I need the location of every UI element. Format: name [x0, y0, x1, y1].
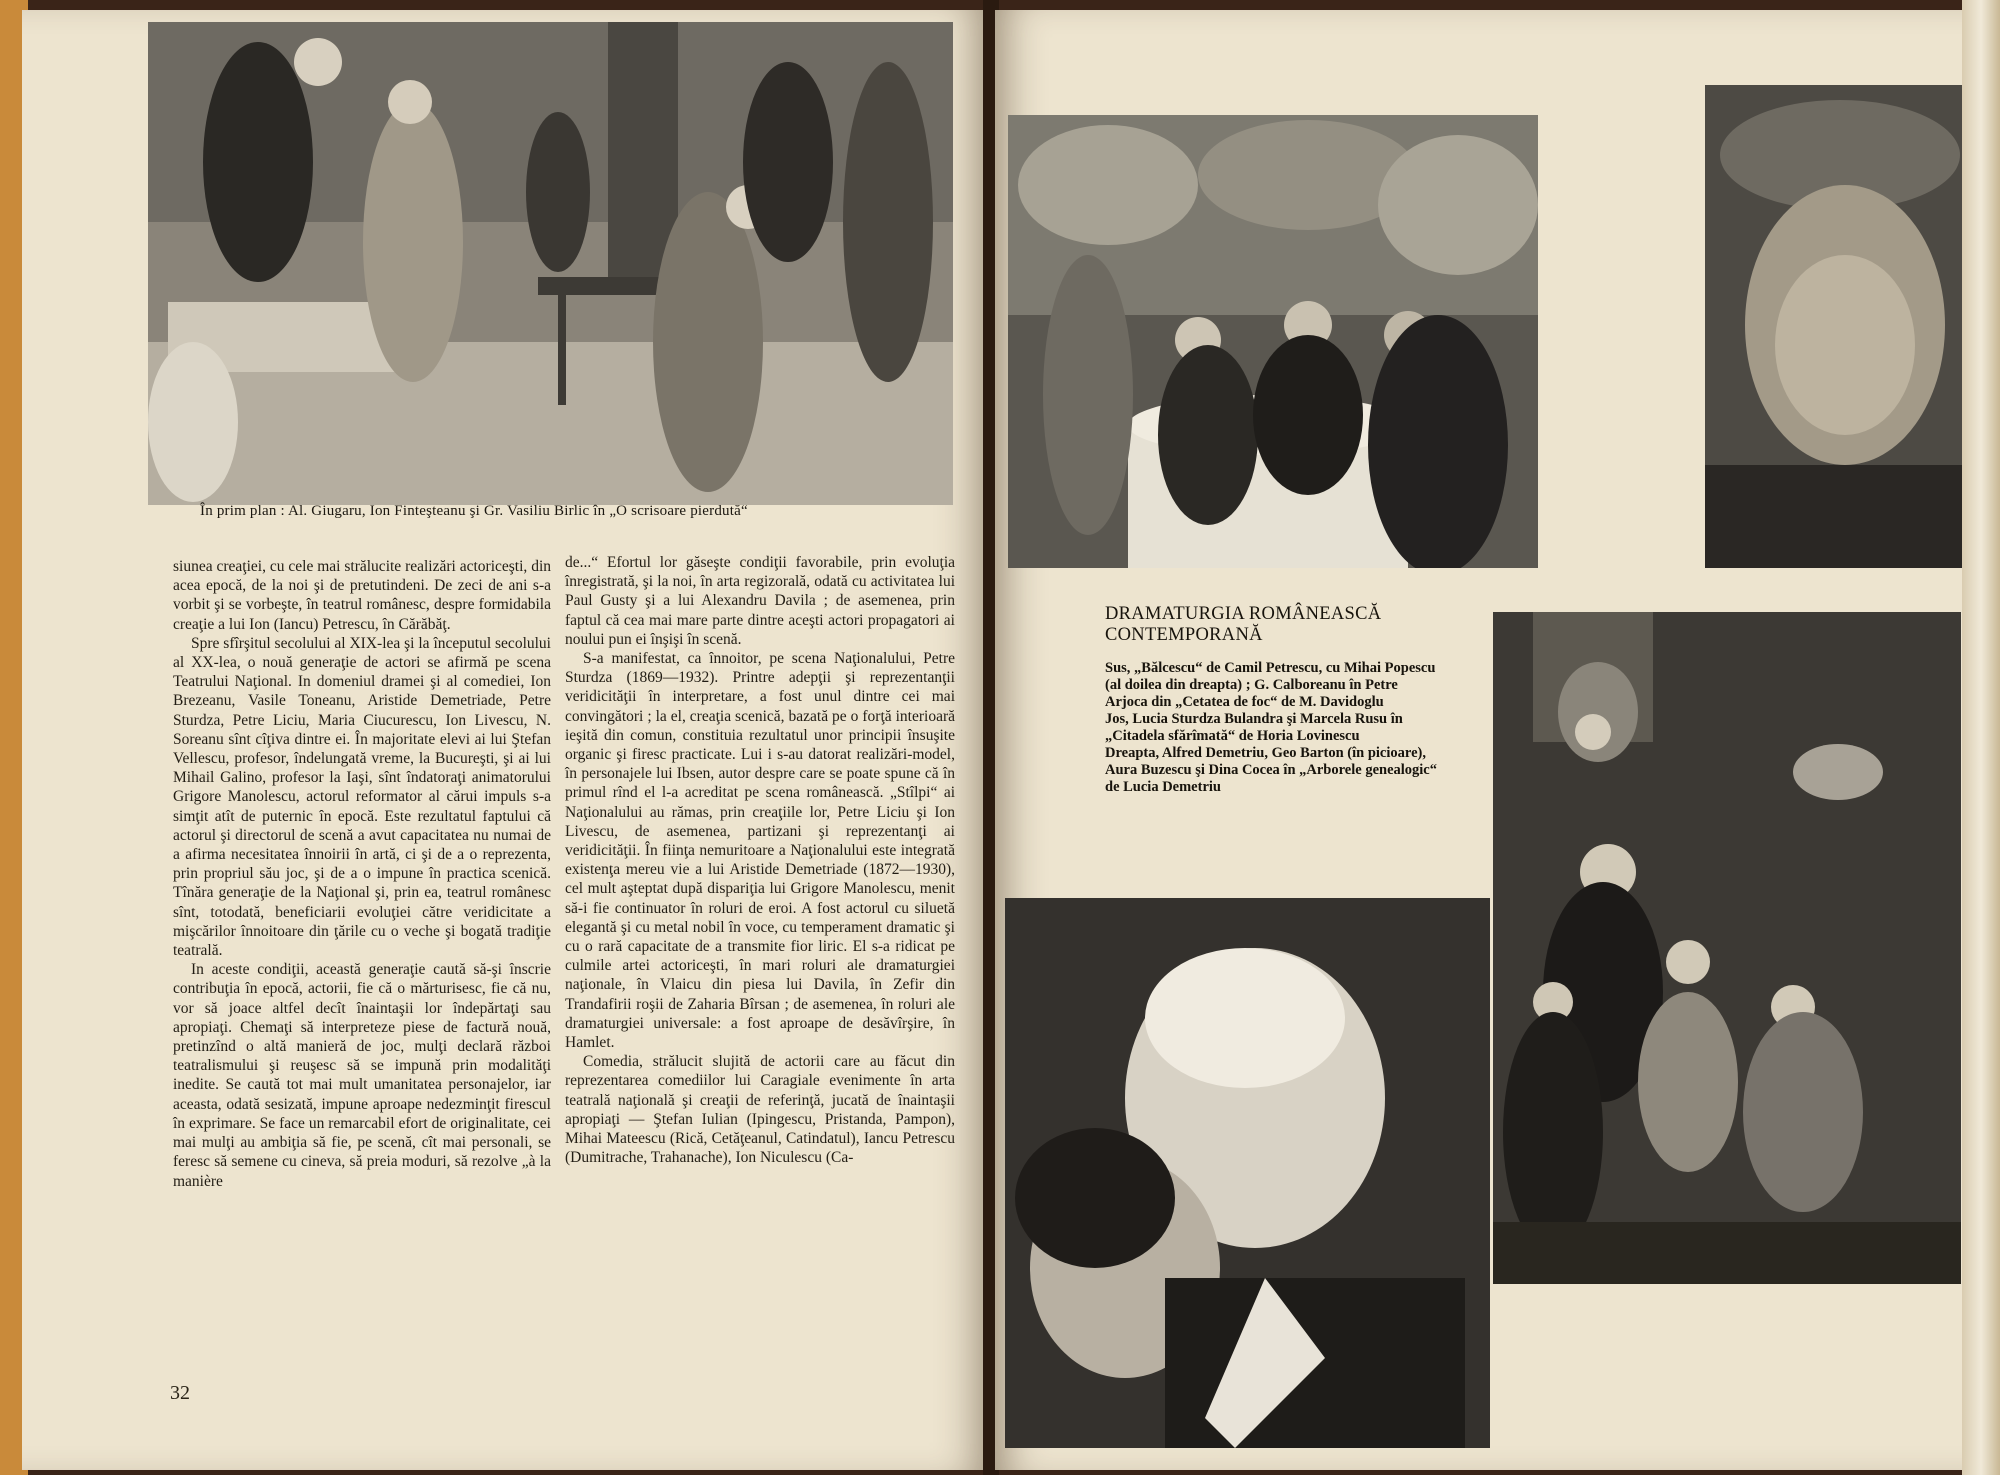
article-column-1: [173, 557, 551, 1191]
paragraph: In aceste condiţii, această generaţie caută să-şi înscrie contribuţia în epocă, actorii, fie că o mărturisesc, fie că nu, vor să joace altfel decît înaintaşii lor îndepărtaţi sau apropiaţi. Chemaţi să interpreteze piese de factură nouă, pretinzînd o altă manieră de joc, mulţi declară război teatralismului şi reuşesc să se impună prin modalităţi inedite. Se caută tot mai mult umanitatea personajelor, iar aceasta, odată sesizată, impune aproape nedezminţit firescul în exprimare. Se face un remarcabil efort de originalitate, cei mai mulţi au ambiţia să fie, pe scenă, cît mai personali, se feresc să semene cu cineva, să preia moduri, să rezolve „à la manière: [173, 961, 551, 1190]
page-number: 32: [170, 1382, 190, 1404]
stage-photo-arborele-genealogic: [1493, 612, 1961, 1284]
stage-photo-citadela-sfarimata: [1005, 898, 1490, 1448]
section-heading: [1105, 604, 1445, 646]
stage-photo-scrisoare-pierduta: [148, 22, 953, 505]
paragraph: siunea creaţiei, cu cele mai strălucite realizări actoriceşti, din acea epocă, de la noi şi de pretutindeni. De zeci de ani s-a vorbit şi se vorbeşte, în teatrul românesc, despre formidabila creaţie a lui Ion (Iancu) Petrescu, în Cărăbăţ.: [173, 558, 551, 633]
stage-photo-balcescu: [1008, 115, 1538, 568]
caption-line: Dreapta, Alfred Demetriu, Geo Barton (în picioare), Aura Buzescu şi Dina Cocea în „Arborele genealogic“ de Lucia Demetriu: [1105, 745, 1437, 795]
paragraph: Comedia, strălucit slujită de actorii care au făcut din reprezentarea comediilor lui Caragiale evenimente în arta teatrală naţională şi creaţii de referinţă, jucată de înaintaşii apropiaţi — Ştefan Iulian (Ipingescu, Pristanda, Pampon), Mihai Mateescu (Rică, Cetăţeanul, Catindatul), Iancu Petrescu (Dumitrache, Trahanache), Ion Niculescu (Ca-: [565, 1053, 955, 1167]
caption-line: Jos, Lucia Sturdza Bulandra şi Marcela Rusu în „Citadela sfărîmată“ de Horia Lovinescu: [1105, 711, 1403, 744]
portrait-photo-calboreanu: [1705, 85, 1963, 568]
heading-line: DRAMATURGIA ROMÂNEASCĂ: [1105, 604, 1382, 624]
paragraph: S-a manifestat, ca înnoitor, pe scena Naţionalului, Petre Sturdza (1869—1932). Printre adepţii şi reprezentanţii veridicităţii în interpretare, a fost unul dintre cei mai convingători ; la el, creaţia scenică, bazată pe o forţă interioară ieşită din comun, constituia rezultatul unor principii însuşite organic şi firesc practicate. Lui i s-au datorat realizări-model, în personajele lui Ibsen, autor despre care se poate spune că în primul rînd el l-a acreditat pe scena românească. „Stîlpi“ ai Naţionalului au rămas, prin creaţiile lor, Petre Liciu şi Ion Livescu, de asemenea, partizani şi reprezentanţi ai veridicităţii. În fiinţa nemuritoare a Naţionalului este integrată existenţa mereu vie a lui Aristide Demetriade (1872—1930), cel mult aşteptat după dispariţia lui Grigore Manolescu, menit să-i fie continuator în roluri de eroi. A fost actorul cu siluetă elegantă şi cu metal nobil în voce, cu temperament dramatic şi cu o rară capacitate de a transmite fior liric. El s-a ridicat pe culmile artei actoriceşti, în mari roluri ale dramaturgiei naţionale, în Vlaicu din piesa lui Davila, în Zefir din Trandafirii roşii de Zaharia Bîrsan ; de asemenea, în roluri ale dramaturgiei universale: a fost aproape de desăvîrşire, în Hamlet.: [565, 650, 955, 1052]
paragraph: de...“ Efortul lor găseşte condiţii favorabile, prin evoluţia înregistrată, şi la noi, în arta regizorală, odată cu activitatea lui Paul Gusty şi a lui Alexandru Davila ; de asemenea, prin faptul că cea mai mare parte dintre aceşti actori propagatori ai noului pun ei înşişi în scenă.: [565, 554, 955, 648]
photo-caption: În prim plan : Al. Giugaru, Ion Finteşteanu şi Gr. Vasiliu Birlic în „O scrisoare pierdută“: [200, 503, 748, 519]
heading-line: CONTEMPORANĂ: [1105, 625, 1263, 645]
paragraph: Spre sfîrşitul secolului al XIX-lea şi la începutul secolului al XX-lea, o nouă generaţie de actori se afirmă pe scena Teatrului Naţional. In domeniul dramei şi al comediei, Ion Brezeanu, Vasile Toneanu, Aristide Demetriade, Petre Sturdza, Petre Liciu, Maria Ciucurescu, Ion Livescu, N. Soreanu sînt cîţiva dintre ei. În majoritate elevi ai lui Ştefan Vellescu, profesor, îndelungată vreme, la Bucureşti, şi ai lui Mihail Galino, profesor la Iaşi, sînt îndatoraţi animatorului Grigore Manolescu, actorul reformator al cărui impuls s-a simţit atît de puternic în epocă. Este rezultatul faptului că actorul şi directorul de scenă a avut capacitatea nu numai de a afirma necesitatea înnoirii în artă, ci şi de a o reprezenta, prin propriul său joc, şi de a o impune în practica scenică. Tînăra generaţie de la Naţional şi, prin ea, teatrul românesc sînt, totodată, beneficiarii evoluţiei către veridicitate a mişcărilor înnoitoare din ţările cu o veche şi bogată tradiţie teatrală.: [173, 634, 551, 960]
page-stack-edge: [1962, 0, 2000, 1475]
article-column-2: [565, 553, 955, 1168]
caption-line: Sus, „Bălcescu“ de Camil Petrescu, cu Mihai Popescu (al doilea din dreapta) ; G. Calboreanu în Petre Arjoca din „Cetatea de foc“ de M. Davidoglu: [1105, 660, 1436, 710]
right-captions: [1105, 660, 1440, 796]
